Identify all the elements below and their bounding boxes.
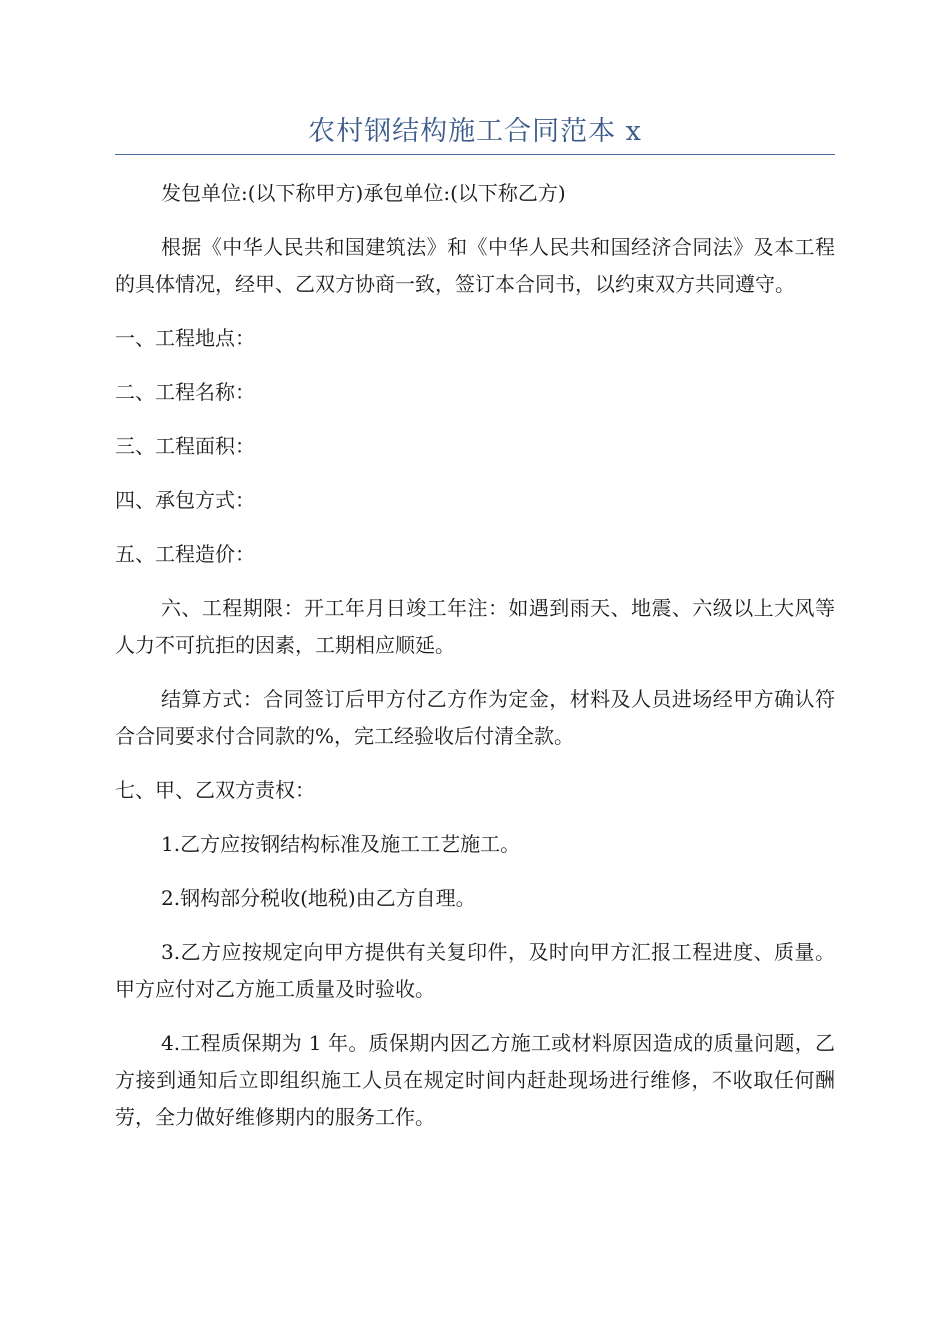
responsibility-item: 3.乙方应按规定向甲方提供有关复印件，及时向甲方汇报工程进度、质量。甲方应付对乙方施工质量及时验收。 [115,940,835,1001]
responsibility-item: 1.乙方应按钢结构标准及施工工艺施工。 [161,832,521,856]
clause-cost: 五、工程造价： [115,542,255,566]
responsibilities-heading: 七、甲、乙双方责权： [115,778,315,802]
document-body [115,175,835,1136]
responsibility-item: 2.钢构部分税收(地税)由乙方自理。 [161,886,476,910]
clause-location: 一、工程地点： [115,326,255,350]
settlement-paragraph: 结算方式：合同签订后甲方付乙方作为定金，材料及人员进场经甲方确认符合合同要求付合同款的%，完工经验收后付清全款。 [115,687,835,748]
clause-period: 六、工程期限：开工年月日竣工年注：如遇到雨天、地震、六级以上大风等人力不可抗拒的因素，工期相应顺延。 [115,596,835,657]
responsibility-item: 4.工程质保期为 1 年。质保期内因乙方施工或材料原因造成的质量问题，乙方接到通知后立即组织施工人员在规定时间内赶赴现场进行维修，不收取任何酬劳，全力做好维修期内的服务工作。 [115,1031,835,1129]
preamble-paragraph: 根据《中华人民共和国建筑法》和《中华人民共和国经济合同法》及本工程的具体情况，经甲、乙双方协商一致，签订本合同书，以约束双方共同遵守。 [115,235,835,296]
clause-area: 三、工程面积： [115,434,255,458]
clause-contract-mode: 四、承包方式： [115,488,255,512]
parties-line: 发包单位:(以下称甲方)承包单位:(以下称乙方) [161,181,566,205]
document-title: 农村钢结构施工合同范本 x [308,116,642,147]
title-underline [115,154,835,155]
clause-name: 二、工程名称： [115,380,255,404]
